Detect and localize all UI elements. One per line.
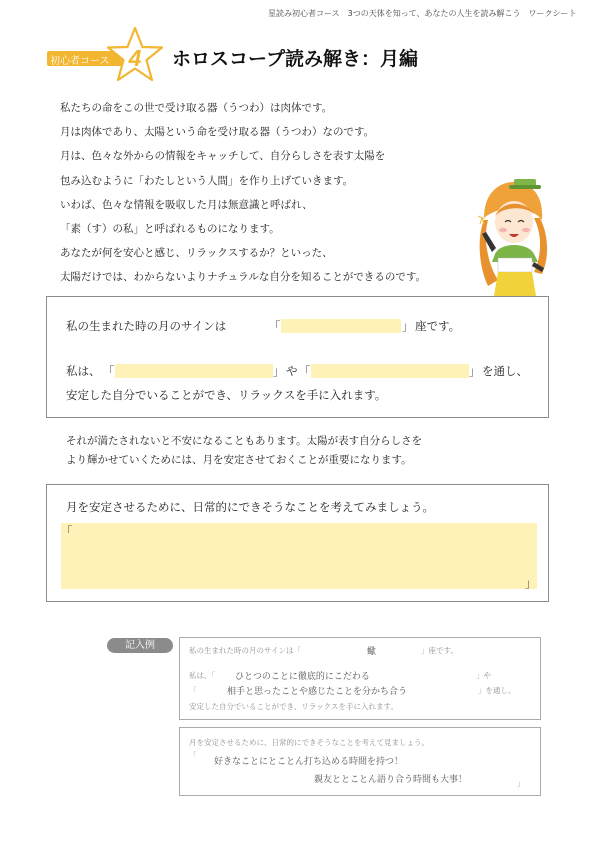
- intro-line: いわば、色々な情報を吸収した月は無意識と呼ばれ、: [60, 198, 313, 211]
- star-number-icon: [104, 26, 166, 84]
- relax-field-2[interactable]: [311, 364, 469, 378]
- example-stability-prompt: 月を安定させるために、日常的にできそうなことを考えて見ましょう。: [189, 738, 429, 747]
- relax-connector: や: [286, 364, 298, 378]
- stability-prompt: 月を安定させるために、日常的にできそうなことを考えてみましょう。: [66, 500, 434, 514]
- bracket-open: 「: [189, 686, 197, 695]
- relax-prompt-prefix: 私は、: [66, 364, 101, 378]
- relax-prompt-suffix: を通し、: [482, 364, 528, 378]
- middle-text: [66, 432, 422, 470]
- girl-illustration: [478, 176, 548, 296]
- bracket-close: 」: [525, 576, 537, 590]
- intro-line: あなたが何を安心と感じ、リラックスするか？といった、: [60, 247, 333, 260]
- moon-sign-suffix: 座です。: [415, 319, 461, 333]
- example-relax-suffix: 」を通し、: [478, 686, 516, 695]
- relax-field-1[interactable]: [115, 364, 273, 378]
- intro-line: 「素（す）の私」と呼ばれるものになります。: [60, 223, 280, 236]
- example-label: 記入例: [107, 638, 173, 653]
- example-stability-answer-1: 好きなことにとことん打ち込める時間を持つ！: [214, 757, 404, 767]
- intro-line: 月は肉体であり、太陽という命を受け取る器（うつわ）なのです。: [60, 126, 375, 139]
- intro-text: [60, 96, 480, 290]
- example-sign-suffix: 」座です。: [421, 646, 458, 655]
- intro-line: 私たちの命をこの世で受け取る器（うつわ）は肉体です。: [60, 102, 333, 114]
- bracket-open: 「: [269, 319, 281, 333]
- example-relax-conclusion: 安定した自分でいることができ、リラックスを手に入れます。: [189, 702, 398, 711]
- bracket-close: 」: [469, 364, 481, 378]
- example-relax-connector: 」や: [476, 671, 491, 680]
- moon-sign-prompt: 私の生まれた時の月のサインは: [66, 319, 227, 333]
- stability-answer-field[interactable]: [61, 523, 537, 589]
- moon-stability-box: [46, 484, 549, 602]
- example-box-1: [179, 637, 541, 720]
- intro-line: 包み込むように「わたしという人間」を作り上げていきます。: [60, 174, 354, 187]
- intro-line: 月は、色々な外からの情報をキャッチして、自分らしさを表す太陽を: [60, 150, 386, 163]
- example-relax-value-1: ひとつのことに徹底的にこだわる: [235, 672, 370, 682]
- lesson-number: 4: [128, 45, 142, 71]
- middle-line: より輝かせていくためには、月を安定させておくことが重要になります。: [66, 454, 412, 466]
- bracket-open: 「: [103, 364, 115, 378]
- course-badge-label: 初心者コース: [50, 56, 110, 67]
- example-sign-prefix: 私の生まれた時の月のサインは「: [189, 646, 301, 655]
- bracket-open: 「: [189, 751, 197, 760]
- bracket-close: 」: [273, 364, 285, 378]
- example-relax-value-2: 相手と思ったことや感じたことを分かち合う: [227, 687, 408, 697]
- example-relax-prefix: 私は、「: [189, 671, 216, 680]
- intro-line: 太陽だけでは、わからないよりナチュラルな自分を知ることができるのです。: [60, 271, 427, 284]
- example-stability-answer-2: 親友ととことん語り合う時間も大事！: [314, 775, 468, 785]
- relax-conclusion: 安定した自分でいることができ、リラックスを手に入れます。: [66, 388, 387, 402]
- example-box-2: [179, 727, 541, 796]
- middle-line: それが満たされないと不安になることもあります。太陽が表す自分らしさを: [66, 435, 423, 447]
- header-text: 星読み初心者コース 3つの天体を知って、あなたの人生を読み解こう ワークシート: [268, 9, 577, 18]
- moon-sign-box: [46, 296, 549, 418]
- bracket-close: 」: [517, 779, 525, 788]
- moon-sign-field[interactable]: [281, 319, 401, 333]
- bracket-close: 」: [402, 319, 414, 333]
- example-sign-value: 蠍: [367, 647, 377, 657]
- bracket-open: 「: [61, 524, 73, 538]
- bracket-open: 「: [299, 364, 311, 378]
- page-title: ホロスコープ読み解き：月編: [172, 48, 419, 70]
